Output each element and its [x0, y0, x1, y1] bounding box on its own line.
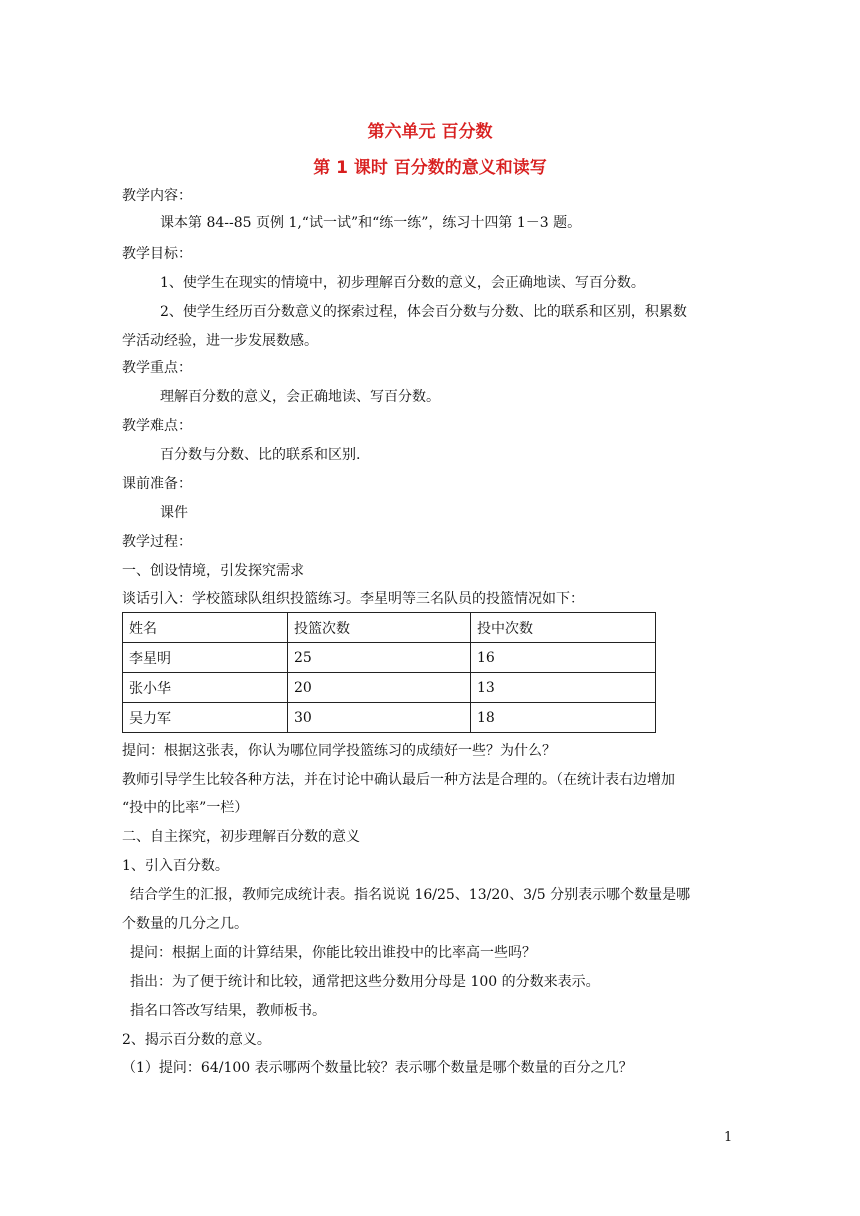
question-1: 提问：根据这张表，你认为哪位同学投篮练习的成绩好一些？为什么？: [122, 743, 556, 759]
lesson-title: 第 1 课时 百分数的意义和读写: [313, 158, 547, 178]
goal-2-line-2: 学活动经验，进一步发展数感。: [122, 333, 318, 349]
unit-title: 第六单元 百分数: [367, 122, 493, 142]
difficulty-label: 教学难点：: [122, 418, 192, 434]
table-header-cell: 投中次数: [471, 613, 656, 643]
page-number: 1: [724, 1130, 733, 1145]
step-1-question: 提问：根据上面的计算结果，你能比较出谁投中的比率高一些吗？: [130, 945, 536, 961]
table-row: [123, 643, 656, 673]
table-header-cell: 姓名: [123, 613, 288, 643]
table-cell: 30: [288, 703, 471, 733]
step-2-heading: 2、揭示百分数的意义。: [122, 1032, 271, 1048]
section-2-heading: 二、自主探究，初步理解百分数的意义: [122, 829, 360, 845]
process-label: 教学过程：: [122, 534, 192, 550]
table-header-row: [123, 613, 656, 643]
table-cell: 25: [288, 643, 471, 673]
prep-text: 课件: [160, 505, 188, 521]
step-1-text-line-1: 结合学生的汇报，教师完成统计表。指名说说 16/25、13/20、3/5 分别表示哪个数量是哪: [130, 887, 691, 903]
table-header-cell: 投篮次数: [288, 613, 471, 643]
shooting-stats-table: [122, 612, 656, 733]
section-1-heading: 一、创设情境，引发探究需求: [122, 563, 304, 579]
content-label: 教学内容：: [122, 188, 192, 204]
intro-text: 谈话引入：学校篮球队组织投篮练习。李星明等三名队员的投篮情况如下：: [122, 591, 584, 607]
table-cell: 张小华: [123, 673, 288, 703]
prep-label: 课前准备：: [122, 476, 192, 492]
step-2-question: （1）提问：64/100 表示哪两个数量比较？表示哪个数量是哪个数量的百分之几？: [122, 1060, 633, 1076]
table-cell: 13: [471, 673, 656, 703]
step-1-text-line-2: 个数量的几分之几。: [122, 916, 248, 932]
step-1-point: 指出：为了便于统计和比较，通常把这些分数用分母是 100 的分数来表示。: [130, 974, 600, 990]
guide-line-1: 教师引导学生比较各种方法，并在讨论中确认最后一种方法是合理的。（在统计表右边增加: [122, 772, 675, 788]
table-cell: 18: [471, 703, 656, 733]
guide-line-2: “投中的比率”一栏）: [122, 800, 249, 816]
goal-2-line-1: 2、使学生经历百分数意义的探索过程，体会百分数与分数、比的联系和区别，积累数: [160, 304, 687, 320]
content-text: 课本第 84--85 页例 1,“试一试”和“练一练”，练习十四第 1－3 题。: [160, 215, 582, 231]
table-cell: 李星明: [123, 643, 288, 673]
goals-label: 教学目标：: [122, 246, 192, 262]
step-1-heading: 1、引入百分数。: [122, 858, 229, 874]
table-cell: 20: [288, 673, 471, 703]
table-cell: 16: [471, 643, 656, 673]
goal-1: 1、使学生在现实的情境中，初步理解百分数的意义，会正确地读、写百分数。: [160, 275, 645, 291]
table-cell: 吴力军: [123, 703, 288, 733]
table-row: [123, 703, 656, 733]
step-1-board: 指名口答改写结果，教师板书。: [130, 1003, 326, 1019]
key-text: 理解百分数的意义，会正确地读、写百分数。: [160, 389, 440, 405]
difficulty-text: 百分数与分数、比的联系和区别.: [160, 447, 361, 463]
key-label: 教学重点：: [122, 360, 192, 376]
table-row: [123, 673, 656, 703]
